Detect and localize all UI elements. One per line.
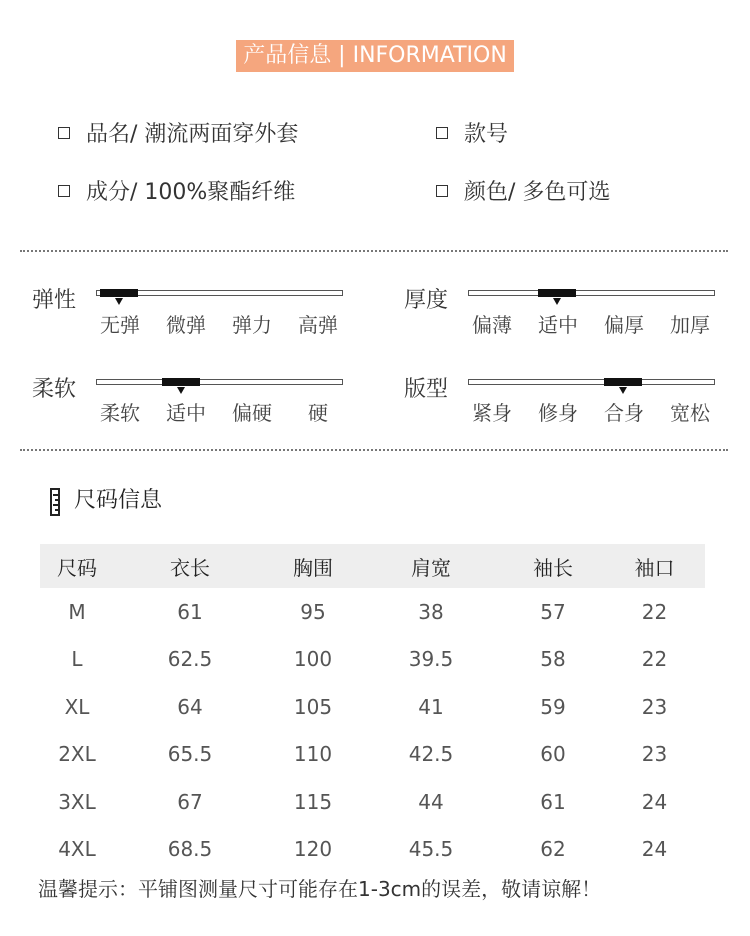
scale-label: 适中	[166, 401, 206, 425]
scale-label: 修身	[538, 401, 578, 425]
info-style-no-text: 款号	[464, 122, 509, 147]
table-cell: 44	[418, 789, 444, 814]
scale-track-thickness	[468, 290, 715, 296]
table-cell: XL	[64, 694, 90, 719]
table-cell: 100	[293, 647, 333, 672]
size-table	[40, 544, 705, 873]
table-row	[40, 826, 705, 874]
table-cell: 62.5	[167, 647, 213, 672]
table-row	[40, 731, 705, 779]
scale-title-elasticity: 弹性	[32, 288, 77, 313]
table-cell: 24	[641, 837, 668, 862]
table-cell: 22	[641, 599, 668, 624]
table-cell: 2XL	[58, 742, 96, 767]
table-cell: 23	[641, 742, 668, 767]
scale-label: 加厚	[670, 313, 710, 337]
table-cell: 59	[540, 694, 566, 719]
table-row	[40, 636, 705, 684]
table-cell: 60	[540, 742, 566, 767]
scale-label: 弹力	[232, 313, 272, 337]
scale-label: 无弹	[100, 313, 140, 337]
dotted-divider	[20, 250, 728, 252]
scale-label: 偏薄	[472, 313, 512, 337]
table-cell: 42.5	[408, 742, 454, 767]
scale-title-thickness: 厚度	[404, 288, 449, 313]
table-cell: 22	[641, 647, 668, 672]
table-cell: 95	[300, 599, 326, 624]
table-header-row	[40, 544, 705, 588]
table-cell: 115	[293, 789, 333, 814]
table-cell: 23	[641, 694, 668, 719]
scale-label: 紧身	[472, 401, 512, 425]
column-header: 肩宽	[360, 544, 502, 588]
table-row	[40, 778, 705, 826]
section-header-badge: 产品信息 | INFORMATION	[236, 40, 514, 72]
ruler-icon	[50, 488, 60, 516]
table-cell: 61	[540, 789, 566, 814]
info-color-text: 颜色/ 多色可选	[464, 180, 611, 205]
table-cell: 41	[418, 694, 444, 719]
scale-label: 柔软	[100, 401, 140, 425]
scale-thumb-fit	[604, 378, 642, 386]
table-cell: 65.5	[167, 742, 213, 767]
scale-label: 偏厚	[604, 313, 644, 337]
scale-thumb-thickness	[538, 289, 576, 297]
footnote: 温馨提示：平铺图测量尺寸可能存在1-3cm的误差，敬请谅解！	[38, 877, 602, 901]
column-header: 尺码	[40, 544, 114, 588]
table-cell: 68.5	[167, 837, 213, 862]
scale-track-fit	[468, 379, 715, 385]
table-cell: 62	[540, 837, 566, 862]
table-cell: 38	[418, 599, 444, 624]
scale-label: 宽松	[670, 401, 710, 425]
table-cell: 64	[177, 694, 203, 719]
checkbox-icon	[436, 127, 448, 139]
scale-track-softness	[96, 379, 343, 385]
table-cell: 120	[293, 837, 333, 862]
column-header: 胸围	[266, 544, 360, 588]
scale-label: 适中	[538, 313, 578, 337]
table-cell: 24	[641, 789, 668, 814]
checkbox-icon	[436, 185, 448, 197]
info-item-name	[58, 120, 298, 150]
scale-label: 偏硬	[232, 401, 272, 425]
table-cell: 58	[540, 647, 566, 672]
dotted-divider	[20, 449, 728, 451]
info-name-text: 品名/ 潮流两面穿外套	[86, 122, 299, 147]
column-header: 袖长	[502, 544, 604, 588]
table-cell: 3XL	[58, 789, 96, 814]
table-cell: 4XL	[58, 837, 96, 862]
table-cell: 105	[293, 694, 333, 719]
table-cell: L	[71, 647, 83, 672]
column-header: 袖口	[604, 544, 705, 588]
info-item-style-no	[436, 120, 508, 150]
info-item-color	[436, 178, 610, 208]
scale-label: 硬	[308, 401, 328, 425]
table-row	[40, 588, 705, 636]
scale-pointer-icon	[177, 387, 185, 394]
table-cell: 110	[293, 742, 333, 767]
scale-pointer-icon	[115, 298, 123, 305]
scale-label: 高弹	[298, 313, 338, 337]
scale-thumb-elasticity	[100, 289, 138, 297]
scale-title-softness: 柔软	[32, 377, 77, 402]
scale-title-fit: 版型	[404, 377, 449, 402]
scale-label: 微弹	[166, 313, 206, 337]
info-material-text: 成分/ 100%聚酯纤维	[86, 180, 296, 205]
table-cell: 57	[540, 599, 566, 624]
table-cell: 45.5	[408, 837, 454, 862]
info-item-material	[58, 178, 295, 208]
checkbox-icon	[58, 127, 70, 139]
checkbox-icon	[58, 185, 70, 197]
scale-label: 合身	[604, 401, 644, 425]
column-header: 衣长	[114, 544, 266, 588]
table-cell: 61	[177, 599, 203, 624]
scale-pointer-icon	[553, 298, 561, 305]
table-row	[40, 683, 705, 731]
table-cell: M	[68, 599, 86, 624]
scale-thumb-softness	[162, 378, 200, 386]
size-section-title: 尺码信息	[74, 488, 163, 513]
table-cell: 67	[177, 789, 203, 814]
table-cell: 39.5	[408, 647, 454, 672]
scale-pointer-icon	[619, 387, 627, 394]
